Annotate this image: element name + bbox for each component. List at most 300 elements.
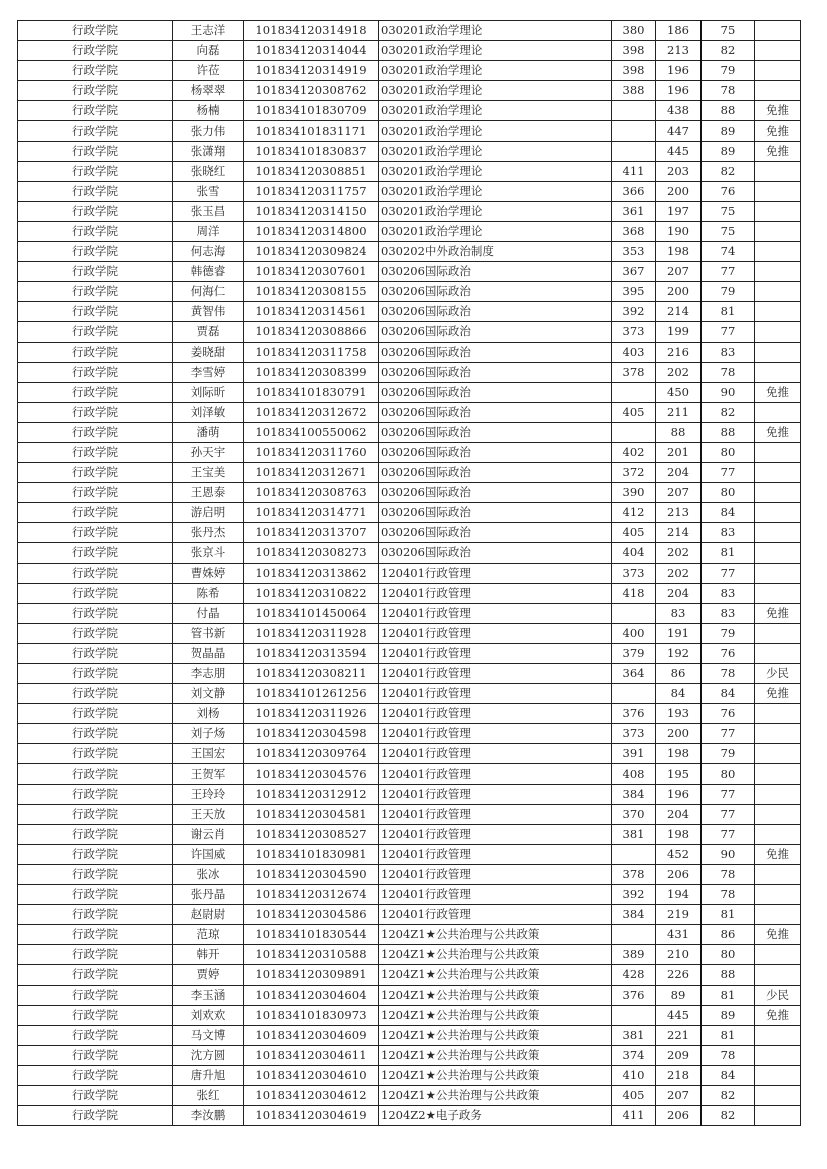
table-row xyxy=(18,704,801,724)
note-cell xyxy=(755,1106,801,1126)
final-score-cell: 82 xyxy=(701,1106,755,1126)
sub-score-cell: 211 xyxy=(656,402,702,422)
final-score-cell: 78 xyxy=(701,885,755,905)
table-row xyxy=(18,965,801,985)
final-score-cell: 83 xyxy=(701,583,755,603)
table-row xyxy=(18,302,801,322)
table-row xyxy=(18,463,801,483)
table-row xyxy=(18,684,801,704)
major-cell: 030202中外政治制度 xyxy=(379,242,612,262)
major-cell: 120401行政管理 xyxy=(379,804,612,824)
note-cell: 免推 xyxy=(755,925,801,945)
final-score-cell: 80 xyxy=(701,764,755,784)
college-cell: 行政学院 xyxy=(18,342,173,362)
name-cell: 姜晓甜 xyxy=(173,342,244,362)
table-row xyxy=(18,764,801,784)
exam-id-cell: 101834120304612 xyxy=(244,1085,379,1105)
college-cell: 行政学院 xyxy=(18,864,173,884)
note-cell xyxy=(755,342,801,362)
exam-id-cell: 101834120304598 xyxy=(244,724,379,744)
sub-score-cell: 198 xyxy=(656,824,702,844)
name-cell: 唐升旭 xyxy=(173,1065,244,1085)
college-cell: 行政学院 xyxy=(18,543,173,563)
final-score-cell: 75 xyxy=(701,21,755,41)
sub-score-cell: 450 xyxy=(656,382,702,402)
total-score-cell xyxy=(612,382,656,402)
college-cell: 行政学院 xyxy=(18,322,173,342)
major-cell: 120401行政管理 xyxy=(379,704,612,724)
total-score-cell: 368 xyxy=(612,221,656,241)
exam-id-cell: 101834120304619 xyxy=(244,1106,379,1126)
exam-id-cell: 101834120304609 xyxy=(244,1025,379,1045)
note-cell: 免推 xyxy=(755,603,801,623)
final-score-cell: 84 xyxy=(701,1065,755,1085)
final-score-cell: 88 xyxy=(701,965,755,985)
major-cell: 1204Z1★公共治理与公共政策 xyxy=(379,1065,612,1085)
sub-score-cell: 202 xyxy=(656,563,702,583)
table-row xyxy=(18,1106,801,1126)
total-score-cell xyxy=(612,1005,656,1025)
major-cell: 1204Z1★公共治理与公共政策 xyxy=(379,945,612,965)
college-cell: 行政学院 xyxy=(18,121,173,141)
table-row xyxy=(18,1025,801,1045)
table-row xyxy=(18,844,801,864)
note-cell xyxy=(755,1045,801,1065)
name-cell: 沈方圆 xyxy=(173,1045,244,1065)
total-score-cell: 376 xyxy=(612,704,656,724)
name-cell: 何志海 xyxy=(173,242,244,262)
note-cell xyxy=(755,402,801,422)
total-score-cell: 389 xyxy=(612,945,656,965)
major-cell: 030206国际政治 xyxy=(379,442,612,462)
name-cell: 贾婷 xyxy=(173,965,244,985)
table-row xyxy=(18,221,801,241)
college-cell: 行政学院 xyxy=(18,442,173,462)
college-cell: 行政学院 xyxy=(18,141,173,161)
note-cell xyxy=(755,161,801,181)
total-score-cell xyxy=(612,121,656,141)
note-cell: 免推 xyxy=(755,121,801,141)
name-cell: 许莅 xyxy=(173,61,244,81)
table-row xyxy=(18,161,801,181)
sub-score-cell: 191 xyxy=(656,623,702,643)
total-score-cell: 384 xyxy=(612,905,656,925)
note-cell xyxy=(755,804,801,824)
total-score-cell: 378 xyxy=(612,362,656,382)
major-cell: 030206国际政治 xyxy=(379,282,612,302)
table-body xyxy=(18,21,801,1126)
college-cell: 行政学院 xyxy=(18,885,173,905)
name-cell: 张雪 xyxy=(173,181,244,201)
total-score-cell: 380 xyxy=(612,21,656,41)
table-row xyxy=(18,242,801,262)
note-cell xyxy=(755,201,801,221)
sub-score-cell: 201 xyxy=(656,442,702,462)
name-cell: 王宝美 xyxy=(173,463,244,483)
name-cell: 刘泽敏 xyxy=(173,402,244,422)
table-row xyxy=(18,724,801,744)
total-score-cell: 361 xyxy=(612,201,656,221)
table-row xyxy=(18,603,801,623)
table-row xyxy=(18,121,801,141)
note-cell xyxy=(755,864,801,884)
table-row xyxy=(18,583,801,603)
sub-score-cell: 214 xyxy=(656,523,702,543)
final-score-cell: 81 xyxy=(701,985,755,1005)
final-score-cell: 81 xyxy=(701,1025,755,1045)
college-cell: 行政学院 xyxy=(18,985,173,1005)
major-cell: 030201政治学理论 xyxy=(379,41,612,61)
name-cell: 李雪婷 xyxy=(173,362,244,382)
total-score-cell: 388 xyxy=(612,81,656,101)
college-cell: 行政学院 xyxy=(18,643,173,663)
total-score-cell: 373 xyxy=(612,724,656,744)
sub-score-cell: 219 xyxy=(656,905,702,925)
exam-id-cell: 101834120308155 xyxy=(244,282,379,302)
college-cell: 行政学院 xyxy=(18,704,173,724)
total-score-cell: 400 xyxy=(612,623,656,643)
major-cell: 120401行政管理 xyxy=(379,623,612,643)
name-cell: 张力伟 xyxy=(173,121,244,141)
name-cell: 向磊 xyxy=(173,41,244,61)
exam-id-cell: 101834120304604 xyxy=(244,985,379,1005)
sub-score-cell: 207 xyxy=(656,1085,702,1105)
final-score-cell: 76 xyxy=(701,181,755,201)
major-cell: 030206国际政治 xyxy=(379,322,612,342)
sub-score-cell: 86 xyxy=(656,664,702,684)
sub-score-cell: 89 xyxy=(656,985,702,1005)
total-score-cell: 410 xyxy=(612,1065,656,1085)
final-score-cell: 78 xyxy=(701,864,755,884)
note-cell xyxy=(755,442,801,462)
college-cell: 行政学院 xyxy=(18,1005,173,1025)
college-cell: 行政学院 xyxy=(18,724,173,744)
college-cell: 行政学院 xyxy=(18,81,173,101)
final-score-cell: 83 xyxy=(701,342,755,362)
major-cell: 030206国际政治 xyxy=(379,422,612,442)
note-cell xyxy=(755,643,801,663)
table-row xyxy=(18,985,801,1005)
total-score-cell: 372 xyxy=(612,463,656,483)
table-row xyxy=(18,21,801,41)
sub-score-cell: 206 xyxy=(656,1106,702,1126)
note-cell xyxy=(755,744,801,764)
college-cell: 行政学院 xyxy=(18,282,173,302)
college-cell: 行政学院 xyxy=(18,101,173,121)
final-score-cell: 77 xyxy=(701,262,755,282)
total-score-cell: 411 xyxy=(612,1106,656,1126)
table-row xyxy=(18,101,801,121)
sub-score-cell: 445 xyxy=(656,1005,702,1025)
major-cell: 030206国际政治 xyxy=(379,483,612,503)
final-score-cell: 80 xyxy=(701,945,755,965)
total-score-cell: 404 xyxy=(612,543,656,563)
final-score-cell: 79 xyxy=(701,623,755,643)
exam-id-cell: 101834120312912 xyxy=(244,784,379,804)
major-cell: 030201政治学理论 xyxy=(379,161,612,181)
table-row xyxy=(18,503,801,523)
exam-id-cell: 101834120311926 xyxy=(244,704,379,724)
total-score-cell: 392 xyxy=(612,885,656,905)
name-cell: 刘杨 xyxy=(173,704,244,724)
table-row xyxy=(18,623,801,643)
table-row xyxy=(18,925,801,945)
exam-id-cell: 101834101450064 xyxy=(244,603,379,623)
sub-score-cell: 203 xyxy=(656,161,702,181)
total-score-cell: 412 xyxy=(612,503,656,523)
name-cell: 许国威 xyxy=(173,844,244,864)
total-score-cell: 364 xyxy=(612,664,656,684)
name-cell: 王玲玲 xyxy=(173,784,244,804)
name-cell: 张丹杰 xyxy=(173,523,244,543)
exam-id-cell: 101834120313594 xyxy=(244,643,379,663)
college-cell: 行政学院 xyxy=(18,181,173,201)
exam-id-cell: 101834120313707 xyxy=(244,523,379,543)
total-score-cell: 378 xyxy=(612,864,656,884)
name-cell: 刘欢欢 xyxy=(173,1005,244,1025)
total-score-cell xyxy=(612,925,656,945)
major-cell: 030201政治学理论 xyxy=(379,221,612,241)
total-score-cell: 384 xyxy=(612,784,656,804)
total-score-cell: 398 xyxy=(612,61,656,81)
final-score-cell: 79 xyxy=(701,61,755,81)
exam-id-cell: 101834101830544 xyxy=(244,925,379,945)
final-score-cell: 90 xyxy=(701,844,755,864)
final-score-cell: 79 xyxy=(701,744,755,764)
sub-score-cell: 186 xyxy=(656,21,702,41)
exam-id-cell: 101834120311758 xyxy=(244,342,379,362)
major-cell: 030201政治学理论 xyxy=(379,121,612,141)
total-score-cell: 395 xyxy=(612,282,656,302)
note-cell xyxy=(755,503,801,523)
note-cell xyxy=(755,302,801,322)
college-cell: 行政学院 xyxy=(18,523,173,543)
sub-score-cell: 196 xyxy=(656,61,702,81)
college-cell: 行政学院 xyxy=(18,905,173,925)
college-cell: 行政学院 xyxy=(18,422,173,442)
sub-score-cell: 194 xyxy=(656,885,702,905)
college-cell: 行政学院 xyxy=(18,503,173,523)
college-cell: 行政学院 xyxy=(18,382,173,402)
total-score-cell: 367 xyxy=(612,262,656,282)
exam-id-cell: 101834120304576 xyxy=(244,764,379,784)
note-cell xyxy=(755,583,801,603)
total-score-cell xyxy=(612,422,656,442)
table-row xyxy=(18,362,801,382)
name-cell: 张潇翔 xyxy=(173,141,244,161)
final-score-cell: 78 xyxy=(701,664,755,684)
note-cell xyxy=(755,623,801,643)
name-cell: 杨翠翠 xyxy=(173,81,244,101)
exam-id-cell: 101834120314771 xyxy=(244,503,379,523)
note-cell xyxy=(755,483,801,503)
college-cell: 行政学院 xyxy=(18,221,173,241)
note-cell xyxy=(755,1065,801,1085)
final-score-cell: 77 xyxy=(701,724,755,744)
total-score-cell: 379 xyxy=(612,643,656,663)
name-cell: 张玉昌 xyxy=(173,201,244,221)
note-cell xyxy=(755,1025,801,1045)
note-cell xyxy=(755,81,801,101)
note-cell xyxy=(755,1085,801,1105)
name-cell: 李汝鹏 xyxy=(173,1106,244,1126)
note-cell xyxy=(755,543,801,563)
sub-score-cell: 204 xyxy=(656,463,702,483)
name-cell: 王恩泰 xyxy=(173,483,244,503)
note-cell xyxy=(755,41,801,61)
exam-id-cell: 101834120311928 xyxy=(244,623,379,643)
sub-score-cell: 213 xyxy=(656,41,702,61)
table-row xyxy=(18,483,801,503)
exam-id-cell: 101834120307601 xyxy=(244,262,379,282)
major-cell: 1204Z1★公共治理与公共政策 xyxy=(379,1005,612,1025)
final-score-cell: 88 xyxy=(701,422,755,442)
sub-score-cell: 447 xyxy=(656,121,702,141)
total-score-cell: 390 xyxy=(612,483,656,503)
name-cell: 张冰 xyxy=(173,864,244,884)
college-cell: 行政学院 xyxy=(18,804,173,824)
final-score-cell: 83 xyxy=(701,523,755,543)
major-cell: 030201政治学理论 xyxy=(379,201,612,221)
college-cell: 行政学院 xyxy=(18,925,173,945)
college-cell: 行政学院 xyxy=(18,784,173,804)
total-score-cell xyxy=(612,141,656,161)
exam-id-cell: 101834101830973 xyxy=(244,1005,379,1025)
note-cell xyxy=(755,724,801,744)
college-cell: 行政学院 xyxy=(18,664,173,684)
note-cell xyxy=(755,704,801,724)
sub-score-cell: 210 xyxy=(656,945,702,965)
table-row xyxy=(18,41,801,61)
college-cell: 行政学院 xyxy=(18,463,173,483)
total-score-cell: 428 xyxy=(612,965,656,985)
sub-score-cell: 207 xyxy=(656,262,702,282)
total-score-cell: 381 xyxy=(612,1025,656,1045)
sub-score-cell: 200 xyxy=(656,282,702,302)
major-cell: 030206国际政治 xyxy=(379,262,612,282)
table-row xyxy=(18,543,801,563)
college-cell: 行政学院 xyxy=(18,483,173,503)
sub-score-cell: 204 xyxy=(656,804,702,824)
final-score-cell: 77 xyxy=(701,824,755,844)
college-cell: 行政学院 xyxy=(18,684,173,704)
note-cell xyxy=(755,905,801,925)
exam-id-cell: 101834100550062 xyxy=(244,422,379,442)
total-score-cell: 405 xyxy=(612,402,656,422)
total-score-cell: 392 xyxy=(612,302,656,322)
table-row xyxy=(18,824,801,844)
college-cell: 行政学院 xyxy=(18,744,173,764)
major-cell: 030206国际政治 xyxy=(379,382,612,402)
table-row xyxy=(18,1085,801,1105)
exam-id-cell: 101834120308762 xyxy=(244,81,379,101)
final-score-cell: 76 xyxy=(701,704,755,724)
name-cell: 杨楠 xyxy=(173,101,244,121)
table-row xyxy=(18,744,801,764)
name-cell: 管书新 xyxy=(173,623,244,643)
final-score-cell: 82 xyxy=(701,161,755,181)
exam-id-cell: 101834120309891 xyxy=(244,965,379,985)
major-cell: 120401行政管理 xyxy=(379,824,612,844)
note-cell xyxy=(755,824,801,844)
final-score-cell: 89 xyxy=(701,1005,755,1025)
exam-id-cell: 101834120310822 xyxy=(244,583,379,603)
exam-id-cell: 101834120304586 xyxy=(244,905,379,925)
final-score-cell: 76 xyxy=(701,643,755,663)
college-cell: 行政学院 xyxy=(18,1025,173,1045)
major-cell: 030201政治学理论 xyxy=(379,141,612,161)
final-score-cell: 81 xyxy=(701,905,755,925)
exam-id-cell: 101834120308273 xyxy=(244,543,379,563)
major-cell: 120401行政管理 xyxy=(379,905,612,925)
final-score-cell: 81 xyxy=(701,302,755,322)
sub-score-cell: 207 xyxy=(656,483,702,503)
name-cell: 范琼 xyxy=(173,925,244,945)
table-row xyxy=(18,885,801,905)
name-cell: 谢云肖 xyxy=(173,824,244,844)
total-score-cell: 398 xyxy=(612,41,656,61)
name-cell: 贺晶晶 xyxy=(173,643,244,663)
name-cell: 马文博 xyxy=(173,1025,244,1045)
total-score-cell: 374 xyxy=(612,1045,656,1065)
major-cell: 030206国际政治 xyxy=(379,342,612,362)
table-row xyxy=(18,181,801,201)
college-cell: 行政学院 xyxy=(18,1106,173,1126)
note-cell xyxy=(755,945,801,965)
sub-score-cell: 445 xyxy=(656,141,702,161)
exam-id-cell: 101834120304610 xyxy=(244,1065,379,1085)
sub-score-cell: 192 xyxy=(656,643,702,663)
total-score-cell: 373 xyxy=(612,563,656,583)
sub-score-cell: 200 xyxy=(656,181,702,201)
exam-id-cell: 101834120308866 xyxy=(244,322,379,342)
note-cell xyxy=(755,262,801,282)
note-cell: 少民 xyxy=(755,985,801,1005)
name-cell: 赵尉尉 xyxy=(173,905,244,925)
note-cell xyxy=(755,764,801,784)
exam-id-cell: 101834120314918 xyxy=(244,21,379,41)
college-cell: 行政学院 xyxy=(18,945,173,965)
exam-id-cell: 101834101830791 xyxy=(244,382,379,402)
table-row xyxy=(18,141,801,161)
exam-id-cell: 101834120308851 xyxy=(244,161,379,181)
table-row xyxy=(18,422,801,442)
table-row xyxy=(18,342,801,362)
major-cell: 030201政治学理论 xyxy=(379,61,612,81)
total-score-cell: 373 xyxy=(612,322,656,342)
sub-score-cell: 438 xyxy=(656,101,702,121)
table-row xyxy=(18,262,801,282)
total-score-cell: 403 xyxy=(612,342,656,362)
note-cell: 免推 xyxy=(755,844,801,864)
name-cell: 韩德睿 xyxy=(173,262,244,282)
exam-id-cell: 101834120311760 xyxy=(244,442,379,462)
major-cell: 120401行政管理 xyxy=(379,724,612,744)
exam-id-cell: 101834120309824 xyxy=(244,242,379,262)
college-cell: 行政学院 xyxy=(18,21,173,41)
college-cell: 行政学院 xyxy=(18,623,173,643)
final-score-cell: 74 xyxy=(701,242,755,262)
college-cell: 行政学院 xyxy=(18,242,173,262)
exam-id-cell: 101834101830837 xyxy=(244,141,379,161)
table-row xyxy=(18,1005,801,1025)
name-cell: 曹姝婷 xyxy=(173,563,244,583)
name-cell: 何海仁 xyxy=(173,282,244,302)
sub-score-cell: 452 xyxy=(656,844,702,864)
name-cell: 刘子炀 xyxy=(173,724,244,744)
exam-id-cell: 101834120304581 xyxy=(244,804,379,824)
table-row xyxy=(18,382,801,402)
